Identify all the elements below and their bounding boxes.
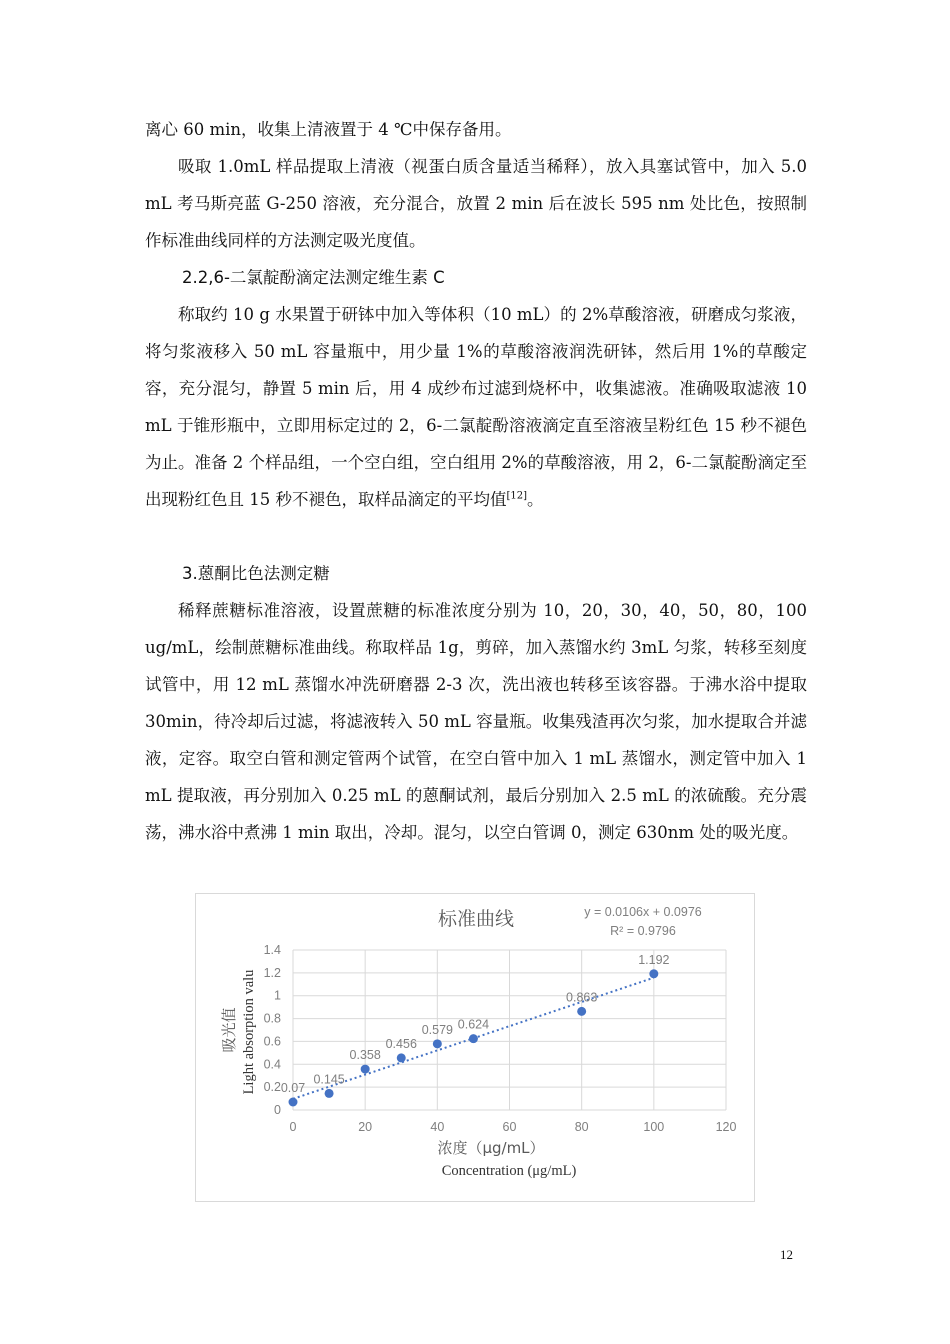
trendline-equation: y = 0.0106x + 0.0976 <box>584 905 702 919</box>
y-tick-label: 1 <box>274 988 281 1003</box>
x-tick-label: 20 <box>358 1120 373 1134</box>
data-label: 0.624 <box>457 1017 490 1032</box>
data-point <box>289 1098 298 1107</box>
x-axis-label-en: Concentration (μg/mL) <box>441 1163 577 1179</box>
chart-title: 标准曲线 <box>437 908 515 930</box>
y-axis-label-en: Light absorption valu <box>241 969 257 1095</box>
data-point <box>397 1053 406 1062</box>
r-squared: R² = 0.9796 <box>610 924 676 938</box>
data-label: 0.579 <box>421 1022 453 1037</box>
y-tick-label: 1.4 <box>263 943 281 957</box>
y-tick-label: 1.2 <box>263 965 281 980</box>
x-tick-label: 60 <box>502 1120 517 1134</box>
data-point <box>325 1089 334 1098</box>
x-axis-label: 浓度（μg/mL） <box>437 1139 545 1157</box>
section-heading-sugar: 3.蒽酮比色法测定糖 <box>182 564 330 583</box>
data-label: 1.192 <box>638 952 670 967</box>
paragraph-4: 稀释蔗糖标准溶液，设置蔗糖的标准浓度分别为 10，20，30，40，50，80，100 ug/mL，绘制蔗糖标准曲线。称取样品 1g，剪碎，加入蒸馏水约 3mL 匀浆，转移至刻度试管中，用 12 mL 蒸馏水冲洗研磨器 2-3 次，洗出液也转移至该容器。于沸水浴中提取 30min，待冷却后过滤，将滤液转入 50 mL 容量瓶。收集残渣再次匀浆，加水提取合并滤液，定容。取空白管和测定管两个试管，在空白管中加入 1 mL 蒸馏水，测定管中加入 1 mL 提取液，再分别加入 0.25 mL 的蒽酮试剂，最后分别加入 2.5 mL 的浓硫酸。充分震荡，沸水浴中煮沸 1 min 取出，冷却。混匀，以空白管调 0，测定 630nm 处的吸光度。 <box>145 601 807 842</box>
data-point <box>649 969 658 978</box>
page-number: 12 <box>780 1247 793 1262</box>
y-axis-label: 吸光值 <box>220 1007 238 1053</box>
y-tick-label: 0.2 <box>263 1080 281 1095</box>
data-point <box>469 1034 478 1043</box>
data-label: 0.145 <box>313 1072 345 1087</box>
section-heading-vitamin-c: 2.2,6-二氯靛酚滴定法测定维生素 C <box>182 268 445 287</box>
paragraph-2: 吸取 1.0mL 样品提取上清液（视蛋白质含量适当稀释），放入具塞试管中，加入 5.0 mL 考马斯亮蓝 G-250 溶液，充分混合，放置 2 min 后在波长 595 nm 处比色，按照制作标准曲线同样的方法测定吸光度值。 <box>145 157 807 250</box>
paragraph-3-text: 称取约 10 g 水果置于研钵中加入等体积（10 mL）的 2%草酸溶液，研磨成匀浆液，将匀浆液移入 50 mL 容量瓶中，用少量 1%的草酸溶液润洗研钵，然后用 1%的草酸定容，充分混匀，静置 5 min 后，用 4 成纱布过滤到烧杯中，收集滤液。准确吸取滤液 10 mL 于锥形瓶中，立即用标定过的 2，6-二氯靛酚溶液滴定直至溶液呈粉红色 15 秒不褪色为止。准备 2 个样品组，一个空白组，空白组用 2%的草酸溶液，用 2，6-二氯靛酚滴定至出现粉红色且 15 秒不褪色，取样品滴定的平均值 <box>145 305 807 509</box>
y-tick-label: 0.4 <box>263 1057 281 1072</box>
x-tick-label: 100 <box>643 1120 665 1134</box>
data-label: 0.07 <box>280 1081 306 1095</box>
data-point <box>577 1007 586 1016</box>
citation: [12] <box>506 490 528 502</box>
paragraph-3-end: 。 <box>527 490 544 509</box>
x-tick-label: 120 <box>715 1120 737 1134</box>
y-tick-label: 0 <box>274 1103 281 1117</box>
paragraph-1: 离心 60 min，收集上清液置于 4 ℃中保存备用。 <box>145 120 512 139</box>
y-tick-label: 0.8 <box>263 1011 281 1026</box>
y-tick-label: 0.6 <box>263 1034 281 1049</box>
data-label: 0.456 <box>385 1036 417 1051</box>
x-tick-label: 80 <box>574 1120 589 1134</box>
paragraph-3 <box>145 296 807 518</box>
x-tick-label: 40 <box>430 1120 445 1134</box>
chart-svg <box>196 894 756 1203</box>
data-label: 0.358 <box>349 1048 381 1063</box>
data-label: 0.863 <box>566 990 598 1005</box>
data-point <box>433 1039 442 1048</box>
x-tick-label: 0 <box>289 1120 297 1134</box>
standard-curve-chart <box>195 893 755 1202</box>
data-point <box>361 1065 370 1074</box>
